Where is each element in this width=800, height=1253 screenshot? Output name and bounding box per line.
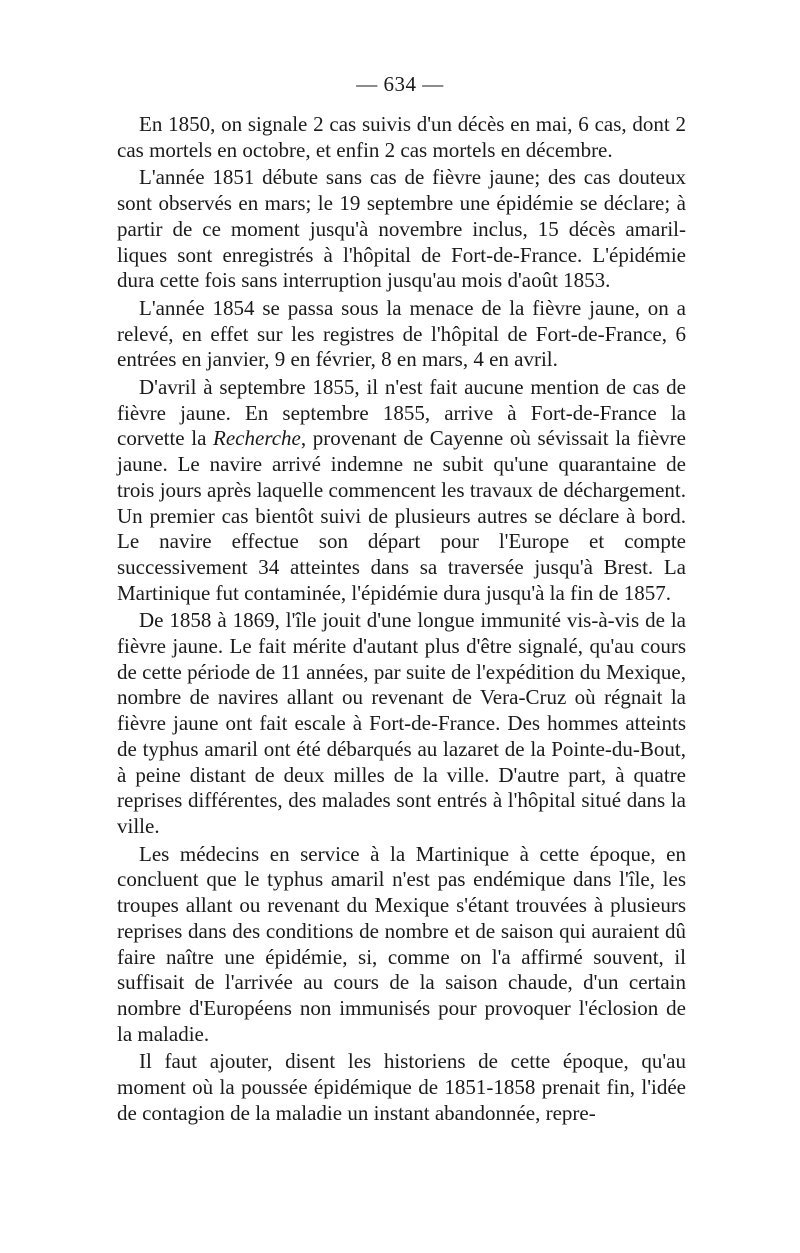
paragraph-medecins: Les médecins en service à la Martinique à cette époque, en concluent que le typhus amaril n'est pas endémique dans l'île, les troupes allant ou revenant du Mexique s'étant trouvées à plusieurs reprises dans des conditions de nombre et de saison qui auraient dû faire naître une épidémie, si, comme on l'a affirmé souvent, il suffisait de l'arrivée au cours de la saison chaude, d'un certain nombre d'Européens non immunisés pour provoquer l'éclosion de la maladie. xyxy=(117,841,686,1046)
paragraph-1854: L'année 1854 se passa sous la menace de la fièvre jaune, on a relevé, en effet sur les registres de l'hôpital de Fort-de-France, 6 entrées en janvier, 9 en février, 8 en mars, 4 en avril. xyxy=(117,295,686,372)
page-number: — 634 — xyxy=(356,72,444,96)
paragraph-historiens: Il faut ajouter, disent les historiens de cette époque, qu'au moment où la poussée épidémique de 1851-1858 prenait fin, l'idée de contagion de la maladie un instant abandonnée, repre- xyxy=(117,1049,686,1125)
paragraph-1855: D'avril à septembre 1855, il n'est fait aucune mention de cas de fièvre jaune. En septembre 1855, arrive à Fort-de-France la corvette la Recherche, provenant de Cayenne où sévissait la fièvre jaune. Le navire arrivé indemne ne subit qu'une quarantaine de trois jours après laquelle commencent les travaux de déchargement. Un premier cas bientôt suivi de plusieurs autres se déclare à bord. Le navire effectue son départ pour l'Europe et compte successivement 34 atteintes dans sa traversée jusqu'à Brest. La Martinique fut contaminée, l'épidémie dura jusqu'à la fin de 1857. xyxy=(117,375,686,605)
ship-name: Recherche xyxy=(213,426,301,451)
paragraph-1850: En 1850, on signale 2 cas suivis d'un décès en mai, 6 cas, dont 2 cas mortels en octobre, et enfin 2 cas mortels en décembre. xyxy=(117,112,686,162)
body-text xyxy=(117,112,686,1128)
paragraph-1851: L'année 1851 débute sans cas de fièvre jaune; des cas douteux sont observés en mars; le 19 septembre une épidémie se déclare; à partir de ce moment jusqu'à novembre inclus, 15 décès amarilliques sont enregistrés à l'hôpital de Fort-de-France. L'épidémie dura cette fois sans interruption jusqu'au mois d'août 1853. xyxy=(117,165,686,293)
paragraph-1858-1869: De 1858 à 1869, l'île jouit d'une longue immunité vis-à-vis de la fièvre jaune. Le fait mérite d'autant plus d'être signalé, qu'au cours de cette période de 11 années, par suite de l'expédition du Mexique, nombre de navires allant ou revenant de Vera-Cruz où régnait la fièvre jaune ont fait escale à Fort-de-France. Des hommes atteints de typhus amaril ont été débarqués au lazaret de la Pointe-du-Bout, à peine distant de deux milles de la ville. D'autre part, à quatre reprises différentes, des malades sont entrés à l'hôpital situé dans la ville. xyxy=(117,608,686,838)
